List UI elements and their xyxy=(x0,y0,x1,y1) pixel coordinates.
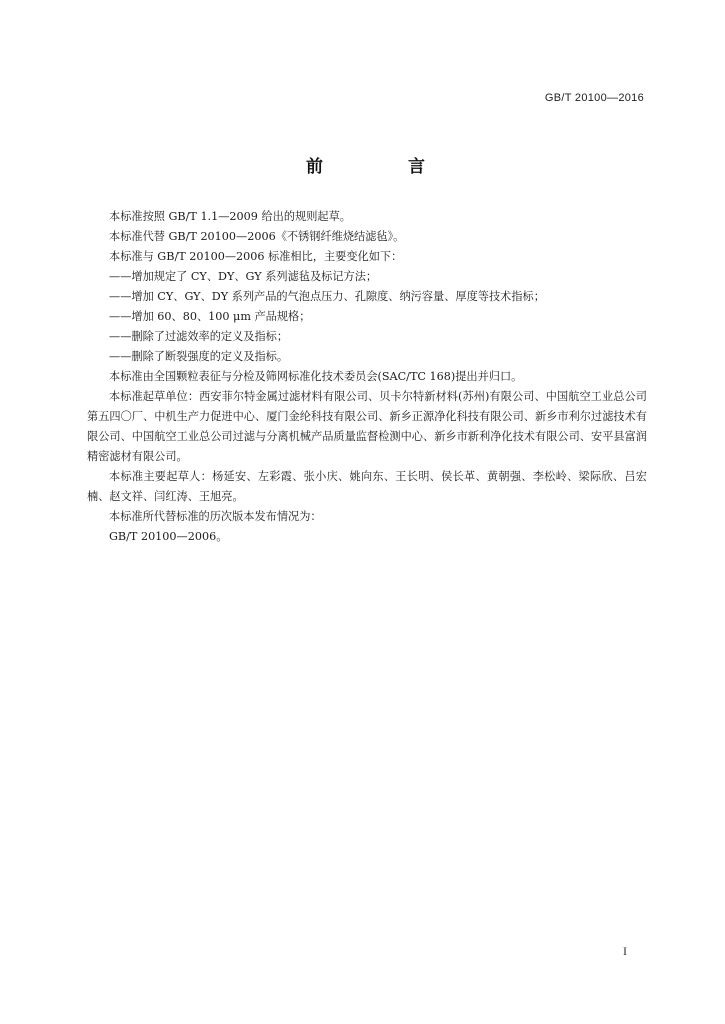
paragraph-history-version: GB/T 20100—2006。 xyxy=(109,530,228,543)
change-item: ——删除了过滤效率的定义及指标； xyxy=(109,330,289,343)
paragraph-history-intro: 本标准所代替标准的历次版本发布情况为： xyxy=(109,510,322,523)
page-number: I xyxy=(623,944,627,958)
paragraph-drafting-units: 本标准起草单位：西安菲尔特金属过滤材料有限公司、贝卡尔特新材料(苏州)有限公司、中国航空工业总公司第五四〇厂、中机生产力促进中心、厦门金纶科技有限公司、新乡正源净化科技有限公司、新乡市利尔过滤技术有限公司、中国航空工业总公司过滤与分离机械产品质量监督检测中心、新乡市新利净化技术有限公司、安平县富润精密滤材有限公司。 xyxy=(87,390,647,463)
change-item: ——删除了断裂强度的定义及指标。 xyxy=(109,350,289,363)
page-title: 前 言 xyxy=(306,157,459,177)
foreword-body xyxy=(87,207,647,547)
paragraph-changes-intro: 本标准与 GB/T 20100—2006 标准相比，主要变化如下： xyxy=(109,250,403,263)
change-item: ——增加规定了 CY、DY、GY 系列滤毡及标记方法； xyxy=(109,270,378,283)
paragraph-replaces: 本标准代替 GB/T 20100—2006《不锈钢纤维烧结滤毡》。 xyxy=(109,230,405,243)
paragraph-drafting-rules: 本标准按照 GB/T 1.1—2009 给出的规则起草。 xyxy=(109,210,351,223)
paragraph-committee: 本标准由全国颗粒表征与分检及筛网标准化技术委员会(SAC/TC 168)提出并归口。 xyxy=(109,370,523,383)
change-item: ——增加 CY、GY、DY 系列产品的气泡点压力、孔隙度、纳污容量、厚度等技术指标； xyxy=(109,290,545,303)
paragraph-drafters: 本标准主要起草人：杨延安、左彩霞、张小庆、姚向东、王长明、侯长革、黄朝强、李松岭、梁际欣、吕宏楠、赵文祥、闫红涛、王旭亮。 xyxy=(87,470,647,503)
standard-code: GB/T 20100—2016 xyxy=(544,92,644,104)
change-item: ——增加 60、80、100 μm 产品规格； xyxy=(109,310,311,323)
